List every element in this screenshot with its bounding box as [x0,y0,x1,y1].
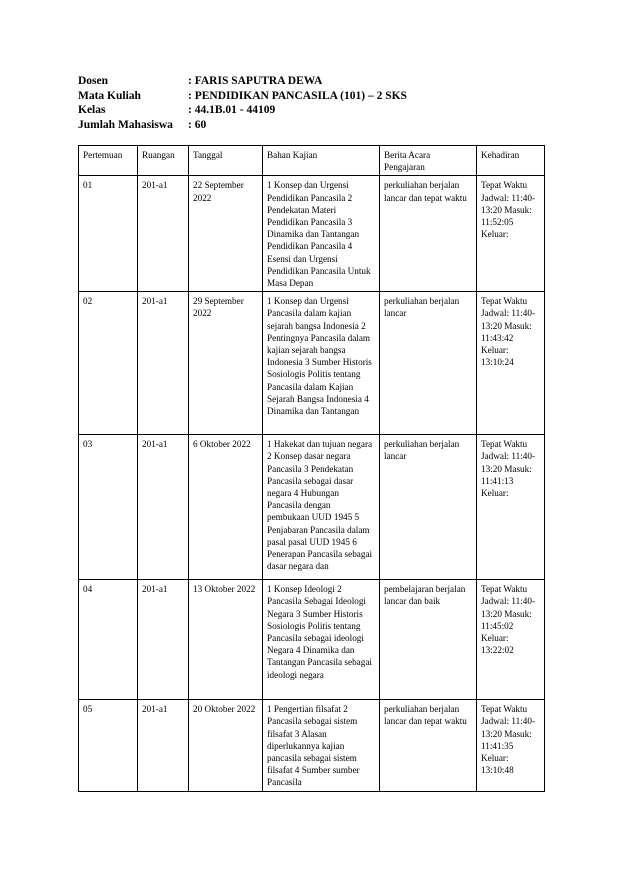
column-header-attendance: Kehadiran [477,146,545,176]
attendance-cell: Tepat Waktu Jadwal: 11:40-13:20 Masuk: 11:41:13 Keluar: [477,435,545,580]
meeting-cell: 03 [79,435,138,580]
minutes-cell: perkuliahan berjalan lancar dan tepat waktu [380,176,477,292]
material-cell: 1 Pengertian filsafat 2 Pancasila sebagai sistem filsafat 3 Alasan diperlukannya kajian pancasila sebagai sistem filsafat 4 Sumber sumber Pancasila [263,700,380,791]
lecturer-label: Dosen [78,75,109,87]
date-cell: 22 September 2022 [189,176,263,292]
course-row [78,89,407,104]
course-value: : PENDIDIKAN PANCASILA (101) – 2 SKS [188,89,407,102]
table-row [79,292,545,435]
room-cell: 201-a1 [138,580,189,700]
attendance-cell: Tepat Waktu Jadwal: 11:40-13:20 Masuk: 11:52:05 Keluar: [477,176,545,292]
class-value: : 44.1B.01 - 44109 [188,104,276,117]
meeting-cell: 04 [79,580,138,700]
table-header-row [79,146,545,176]
class-row [78,103,407,118]
attendance-cell: Tepat Waktu Jadwal: 11:40-13:20 Masuk: 11:41:35 Keluar: 13:10:48 [477,700,545,791]
column-header-minutes: Berita Acara Pengajaran [380,146,477,176]
table-row [79,700,545,791]
lecturer-value: : FARIS SAPUTRA DEWA [188,75,323,87]
course-label: Mata Kuliah [78,89,141,102]
student-count-value: : 60 [188,118,207,131]
material-cell: 1 Hakekat dan tujuan negara 2 Konsep dasar negara Pancasila 3 Pendekatan Pancasila sebagai dasar negara 4 Hubungan Pancasila dengan pembukaan UUD 1945 5 Penjabaran Pancasila dalam pasal pasal UUD 1945 6 Penerapan Pancasila sebagai dasar negara dan [263,435,380,580]
date-cell: 13 Oktober 2022 [189,580,263,700]
room-cell: 201-a1 [138,700,189,791]
lecture-journal-table [78,145,545,792]
student-count-row [78,118,407,133]
minutes-cell: perkuliahan berjalan lancar [380,292,477,435]
meeting-cell: 02 [79,292,138,435]
course-header [78,74,407,132]
date-cell: 20 Oktober 2022 [189,700,263,791]
table-row [79,435,545,580]
column-header-room: Ruangan [138,146,189,176]
meeting-cell: 05 [79,700,138,791]
meeting-cell: 01 [79,176,138,292]
date-cell: 6 Oktober 2022 [189,435,263,580]
column-header-date: Tanggal [189,146,263,176]
minutes-cell: pembelajaran berjalan lancar dan baik [380,580,477,700]
minutes-cell: perkuliahan berjalan lancar [380,435,477,580]
column-header-material: Bahan Kajian [263,146,380,176]
lecturer-row [78,74,407,89]
room-cell: 201-a1 [138,292,189,435]
column-header-meeting: Pertemuan [79,146,138,176]
attendance-cell: Tepat Waktu Jadwal: 11:40-13:20 Masuk: 11:43:42 Keluar: 13:10:24 [477,292,545,435]
material-cell: 1 Konsep dan Urgensi Pancasila dalam kajian sejarah bangsa Indonesia 2 Pentingnya Pancasila dalam kajian sejarah bangsa Indonesia 3 Sumber Historis Sosiologis Politis tentang Pancasila dalam Kajian Sejarah Bangsa Indonesia 4 Dinamika dan Tantangan [263,292,380,435]
date-cell: 29 September 2022 [189,292,263,435]
room-cell: 201-a1 [138,176,189,292]
attendance-cell: Tepat Waktu Jadwal: 11:40-13:20 Masuk: 11:45:02 Keluar: 13:22:02 [477,580,545,700]
material-cell: 1 Konsep Ideologi 2 Pancasila Sebagai Ideologi Negara 3 Sumber Historis Sosiologis Politis tentang Pancasila sebagai ideologi Negara 4 Dinamika dan Tantangan Pancasila sebagai ideologi negara [263,580,380,700]
minutes-cell: perkuliahan berjalan lancar dan tepat waktu [380,700,477,791]
table-row [79,580,545,700]
room-cell: 201-a1 [138,435,189,580]
table-row [79,176,545,292]
class-label: Kelas [78,104,106,117]
material-cell: 1 Konsep dan Urgensi Pendidikan Pancasila 2 Pendekatan Materi Pendidikan Pancasila 3 Dinamika dan Tantangan Pendidikan Pancasila 4 Esensi dan Urgensi Pendidikan Pancasila Untuk Masa Depan [263,176,380,292]
student-count-label: Jumlah Mahasiswa [78,118,173,131]
